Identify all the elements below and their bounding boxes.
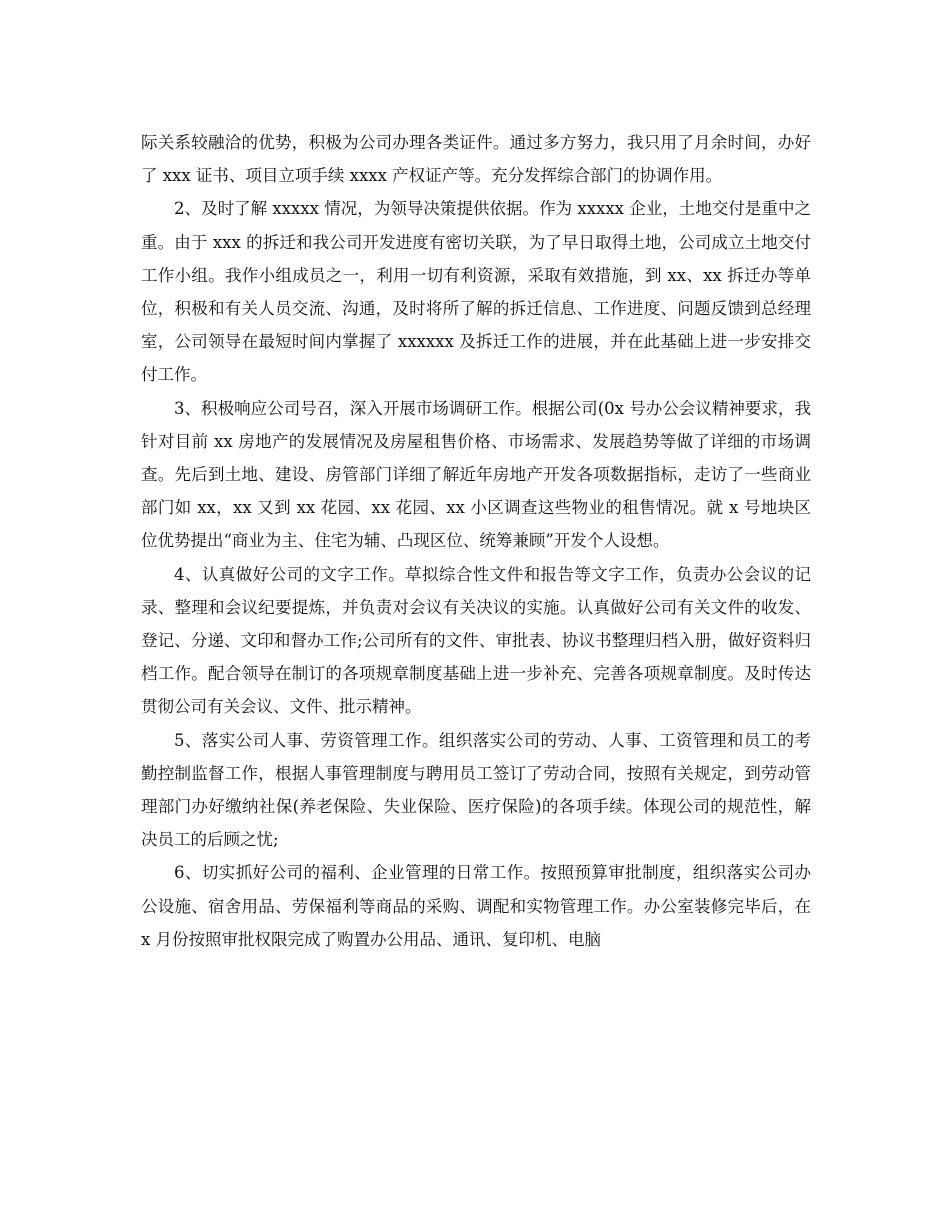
paragraph-4: 4、认真做好公司的文字工作。草拟综合性文件和报告等文字工作，负责办公会议的记录、整理和会议纪要提炼，并负责对会议有关决议的实施。认真做好公司有关文件的收发、登记、分递、文印和督办工作;公司所有的文件、审批表、协议书整理归档入册，做好资料归档工作。配合领导在制订的各项规章制度基础上进一步补充、完善各项规章制度。及时传达贯彻公司有关会议、文件、批示精神。 [141,564,811,717]
paragraph-6: 6、切实抓好公司的福利、企业管理的日常工作。按照预算审批制度，组织落实公司办公设施、宿舍用品、劳保福利等商品的采购、调配和实物管理工作。办公室装修完毕后，在 x 月份按照审批权限完成了购置办公用品、通讯、复印机、电脑 [141,863,811,949]
paragraph-3: 3、积极响应公司号召，深入开展市场调研工作。根据公司(0x 号办公会议精神要求，我针对目前 xx 房地产的发展情况及房屋租售价格、市场需求、发展趋势等做了详细的市场调查。先后到土地、建设、房管部门详细了解近年房地产开发各项数据指标，走访了一些商业部门如 xx，xx 又到 xx 花园、xx 花园、xx 小区调查这些物业的租售情况。就 x 号地块区位优势提出“商业为主、住宅为辅、凸现区位、统筹兼顾”开发个人设想。 [141,398,811,551]
paragraph-2: 2、及时了解 xxxxx 情况，为领导决策提供依据。作为 xxxxx 企业，土地交付是重中之重。由于 xxx 的拆迁和我公司开发进度有密切关联，为了早日取得土地，公司成立土地交付工作小组。我作小组成员之一，利用一切有利资源，采取有效措施，到 xx、xx 拆迁办等单位，积极和有关人员交流、沟通，及时将所了解的拆迁信息、工作进度、问题反馈到总经理室，公司领导在最短时间内掌握了 xxxxxx 及拆迁工作的进展，并在此基础上进一步安排交付工作。 [141,199,811,385]
paragraph-1: 际关系较融洽的优势，积极为公司办理各类证件。通过多方努力，我只用了月余时间，办好了 xxx 证书、项目立项手续 xxxx 产权证产等。充分发挥综合部门的协调作用。 [141,133,811,186]
document-body [141,126,811,956]
paragraph-5: 5、落实公司人事、劳资管理工作。组织落实公司的劳动、人事、工资管理和员工的考勤控制监督工作，根据人事管理制度与聘用员工签订了劳动合同，按照有关规定，到劳动管理部门办好缴纳社保(养老保险、失业保险、医疗保险)的各项手续。体现公司的规范性，解决员工的后顾之忧; [141,730,811,850]
